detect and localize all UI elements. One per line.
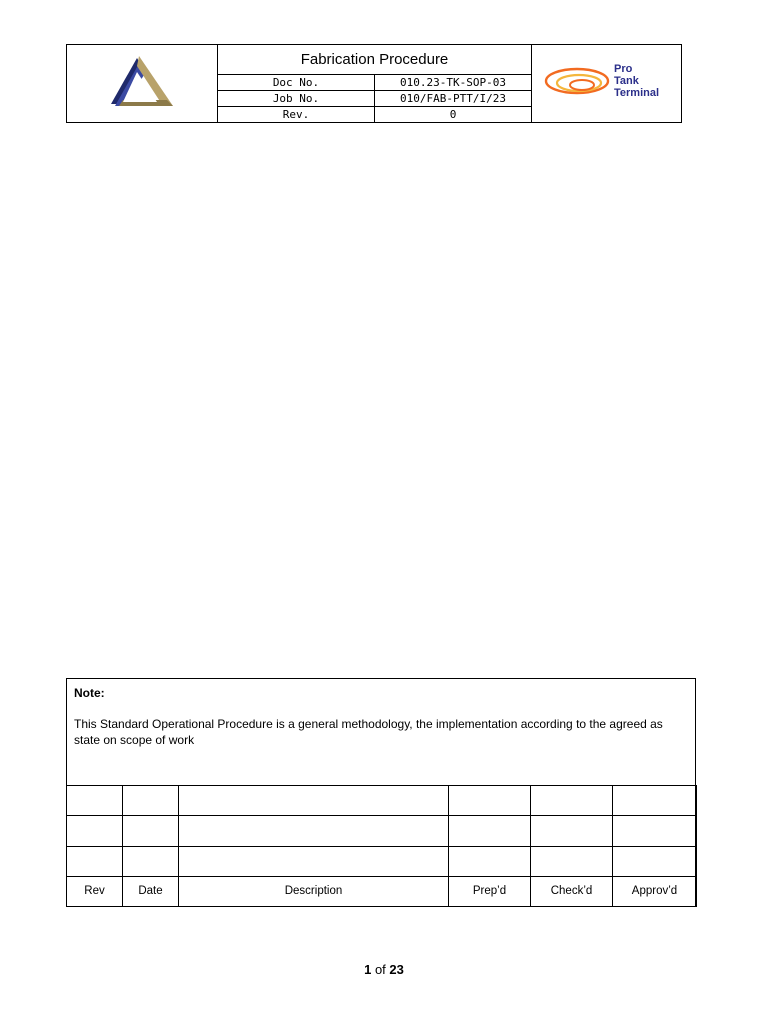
table-cell <box>531 846 613 876</box>
table-cell <box>449 816 531 846</box>
pro-tank-terminal-logo-icon <box>542 61 672 101</box>
date-column-header: Date <box>123 876 179 906</box>
page-of-text: of <box>374 962 386 977</box>
triangle-logo-icon <box>107 52 177 110</box>
table-cell <box>179 786 449 816</box>
table-cell <box>67 786 123 816</box>
client-logo-cell <box>532 45 682 123</box>
approved-column-header: Approv’d <box>613 876 697 906</box>
table-cell <box>531 786 613 816</box>
note-title: Note: <box>74 686 105 700</box>
rev-label: Rev. <box>218 107 375 123</box>
table-cell <box>613 786 697 816</box>
note-and-revision-box <box>66 678 696 907</box>
table-cell <box>123 846 179 876</box>
table-cell <box>123 786 179 816</box>
table-row <box>67 786 697 816</box>
rev-value: 0 <box>375 107 532 123</box>
prepared-column-header: Prep’d <box>449 876 531 906</box>
doc-no-label: Doc No. <box>218 75 375 91</box>
table-cell <box>67 816 123 846</box>
logo-text-terminal: Terminal <box>613 87 659 99</box>
table-cell <box>449 786 531 816</box>
table-cell <box>531 816 613 846</box>
revision-table <box>66 785 697 907</box>
table-cell <box>179 816 449 846</box>
table-row <box>67 816 697 846</box>
job-no-value: 010/FAB-PTT/I/23 <box>375 91 532 107</box>
description-column-header: Description <box>179 876 449 906</box>
logo-text-pro: Pro <box>613 63 632 75</box>
note-text: This Standard Operational Procedure is a general methodology, the implementation according to the agreed as state on scope of work <box>74 717 663 747</box>
total-pages: 23 <box>389 962 404 977</box>
checked-column-header: Check’d <box>531 876 613 906</box>
table-cell <box>613 846 697 876</box>
logo-text-tank: Tank <box>613 75 639 87</box>
table-cell <box>67 846 123 876</box>
job-no-label: Job No. <box>218 91 375 107</box>
doc-no-value: 010.23-TK-SOP-03 <box>375 75 532 91</box>
table-row <box>67 846 697 876</box>
table-cell <box>179 846 449 876</box>
rev-column-header: Rev <box>67 876 123 906</box>
page-number <box>0 962 768 977</box>
current-page: 1 <box>364 962 372 977</box>
document-title: Fabrication Procedure <box>218 45 532 75</box>
table-cell <box>449 846 531 876</box>
table-cell <box>613 816 697 846</box>
company-logo-cell <box>67 45 218 123</box>
document-header <box>66 44 682 123</box>
table-header-row <box>67 876 697 906</box>
note-area <box>67 679 695 785</box>
table-cell <box>123 816 179 846</box>
